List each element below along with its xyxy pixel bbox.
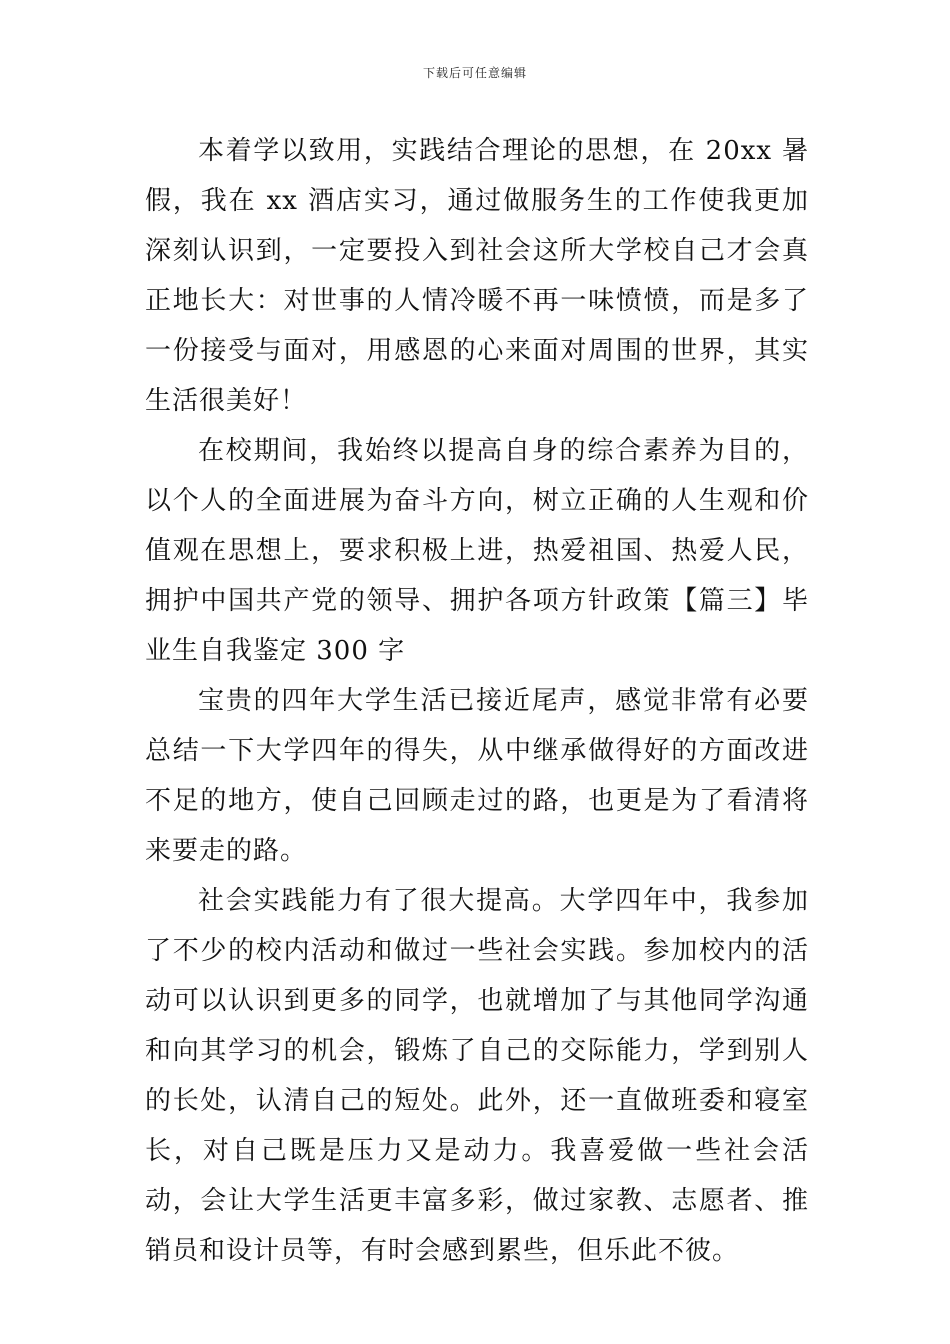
paragraph-four-years: 宝贵的四年大学生活已接近尾声，感觉非常有必要总结一下大学四年的得失，从中继承做得好的方面改进不足的地方，使自己回顾走过的路，也更是为了看清将来要走的路。 xyxy=(145,686,809,866)
paragraph-social-practice: 社会实践能力有了很大提高。大学四年中，我参加了不少的校内活动和做过一些社会实践。参加校内的活动可以认识到更多的同学，也就增加了与其他同学沟通和向其学习的机会，锻炼了自己的交际能力，学到别人的长处，认清自己的短处。此外，还一直做班委和寝室长，对自己既是压力又是动力。我喜爱做一些社会活动，会让大学生活更丰富多彩，做过家教、志愿者、推销员和设计员等，有时会感到累些，但乐此不彼。 xyxy=(145,886,809,1266)
paragraph-school-period: 在校期间，我始终以提高自身的综合素养为目的，以个人的全面进展为奋斗方向，树立正确的人生观和价值观在思想上，要求积极上进，热爱祖国、热爱人民，拥护中国共产党的领导、拥护各项方针政策【篇三】毕业生自我鉴定 300 字 xyxy=(145,436,809,666)
document-body xyxy=(145,126,809,1276)
page-header: 下载后可任意编辑 xyxy=(422,66,527,80)
paragraph-internship: 本着学以致用，实践结合理论的思想，在 20xx 暑假，我在 xx 酒店实习，通过做服务生的工作使我更加深刻认识到，一定要投入到社会这所大学校自己才会真正地长大：对世事的人情冷暖不再一味愤愤，而是多了一份接受与面对，用感恩的心来面对周围的世界，其实生活很美好！ xyxy=(145,136,809,416)
